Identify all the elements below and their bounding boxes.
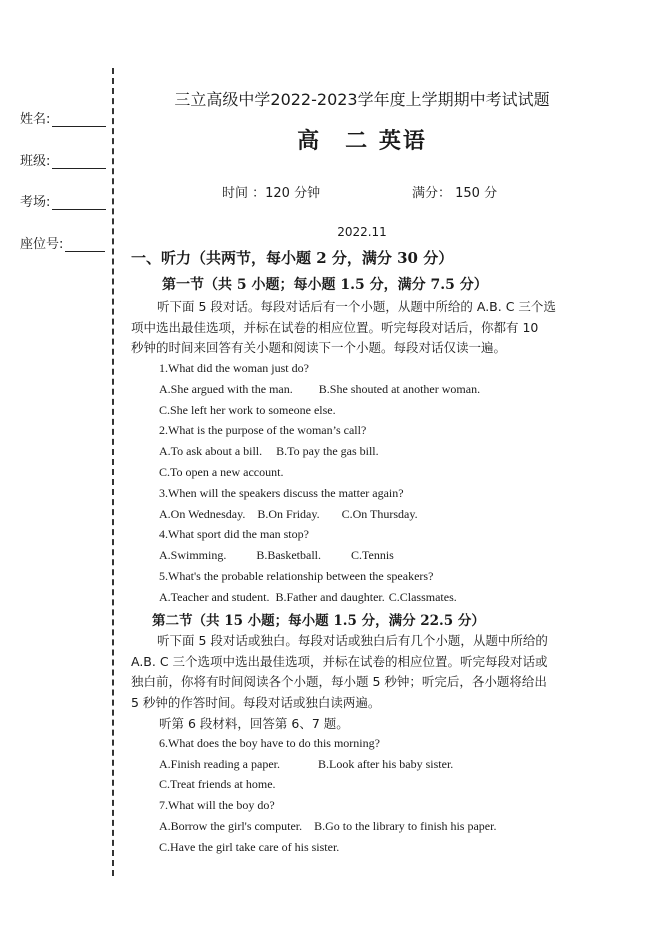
question-6-options [159,757,621,772]
option-a[interactable]: A.She argued with the man. [159,382,293,396]
binding-dashed-line [112,68,114,876]
option-a[interactable]: A.Swimming. [159,548,227,562]
option-b[interactable]: B.Go to the library to finish his paper. [314,819,497,833]
option-a[interactable]: A.Teacher and student. [159,590,270,604]
room-label: 考场: [20,195,51,210]
option-c[interactable]: C.Classmates. [388,590,457,604]
option-a[interactable]: A.To ask about a bill. [159,444,263,458]
section2-instructions [131,631,593,713]
time-label: 时间 ：120 分钟 [222,186,321,201]
section1-instructions [131,297,593,359]
instr-line: 听下面 5 段对话或独白。每段对话或独白后有几个小题，从题中所给的 [157,633,548,648]
option-b[interactable]: B.She shouted at another woman. [318,382,481,396]
option-b[interactable]: B.To pay the gas bill. [276,444,379,458]
question-4-options [159,548,621,563]
question-4: 4.What sport did the man stop? [159,527,309,541]
section1-heading: 第一节（共 5 小题；每小题 1.5 分，满分 7.5 分） [162,277,488,293]
instr-line: 5 秒钟的作答时间。每段对话或独白读两遍。 [131,694,381,710]
question-5: 5.What's the probable relationship between the speakers? [159,569,434,583]
instr-line: 项中选出最佳选项，并标在试卷的相应位置。听完每段对话后，你都有 10 [131,319,539,335]
option-c[interactable]: C.On Thursday. [341,507,418,521]
instr-line: A.B. C 三个选项中选出最佳选项，并标在试卷的相应位置。听完每段对话或 [131,653,548,669]
option-b[interactable]: B.Basketball. [256,548,322,562]
name-label: 姓名: [20,112,51,127]
option-a[interactable]: A.On Wednesday. [159,507,246,521]
room-field-row [20,191,106,210]
room-blank[interactable] [52,195,106,210]
question-2-options [159,444,621,459]
option-b[interactable]: B.On Friday. [257,507,320,521]
question-1-options [159,382,621,397]
exam-date: 2022.11 [337,225,387,239]
seat-blank[interactable] [65,237,105,252]
instr-line: 独白前，你将有时间阅读各个小题，每小题 5 秒钟；听完后，各小题将给出 [131,674,547,690]
name-field-row [20,108,106,127]
material-6-lead: 听第 6 段材料，回答第 6、7 题。 [159,716,349,731]
option-c[interactable]: C.To open a new account. [159,465,284,479]
option-c[interactable]: C.She left her work to someone else. [159,403,336,417]
class-blank[interactable] [52,154,106,169]
class-field-row [20,150,106,169]
instr-line: 秒钟的时间来回答有关小题和阅读下一个小题。每段对话仅读一遍。 [131,340,507,356]
class-label: 班级: [20,154,51,169]
question-2: 2.What is the purpose of the woman’s call? [159,423,367,437]
seat-label: 座位号: [20,237,64,252]
option-a[interactable]: A.Finish reading a paper. [159,757,280,771]
option-b[interactable]: B.Father and daughter. [275,590,385,604]
question-7-options [159,819,621,834]
option-b[interactable]: B.Look after his baby sister. [317,757,454,771]
section2-heading: 第二节（共 15 小题；每小题 1.5 分，满分 22.5 分） [152,613,485,629]
option-c[interactable]: C.Tennis [351,548,394,562]
question-3: 3.When will the speakers discuss the matter again? [159,486,404,500]
question-7: 7.What will the boy do? [159,798,275,812]
score-label: 满分： 150 分 [412,186,498,201]
question-3-options [159,507,621,522]
option-c[interactable]: C.Treat friends at home. [159,777,276,791]
part1-heading: 一、听力（共两节，每小题 2 分，满分 30 分） [131,249,454,267]
name-blank[interactable] [52,112,106,127]
question-5-options [159,590,621,605]
question-6: 6.What does the boy have to do this morning? [159,736,380,750]
school-title: 三立高级中学2022-2023学年度上学期期中考试试题 [174,90,550,109]
subject-title: 高 二 英语 [297,128,427,154]
option-a[interactable]: A.Borrow the girl's computer. [159,819,303,833]
option-c[interactable]: C.Have the girl take care of his sister. [159,840,340,854]
question-1: 1.What did the woman just do? [159,361,309,375]
instr-line: 听下面 5 段对话。每段对话后有一个小题，从题中所给的 A.B. C 三个选 [157,299,556,314]
seat-field-row [20,233,105,252]
